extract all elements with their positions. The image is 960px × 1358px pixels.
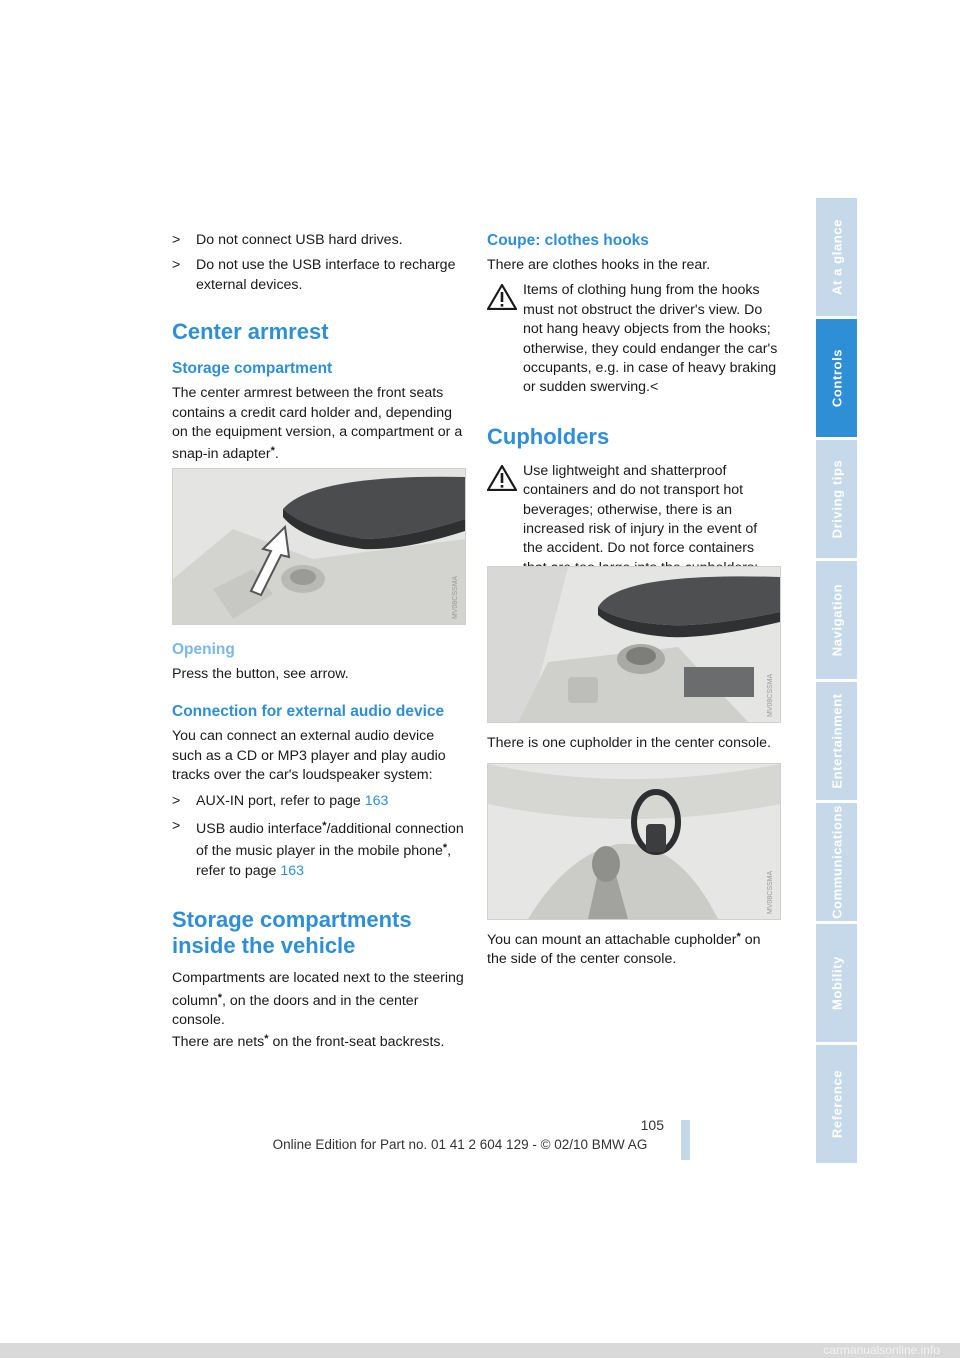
heading-cupholders: Cupholders [487,423,610,449]
left-column [172,231,464,471]
heading-storage-inside: Storage compartments inside the vehicle [172,907,412,959]
inside-paragraph: Compartments are located next to the steering column*, on the doors and in the center console. [172,970,464,1029]
storage-paragraph: The center armrest between the front seats contains a credit card holder and, depending on the equipment version, a compartment or a snap-in adapter*. [172,385,463,463]
list-item: > Do not use the USB interface to recharge external devices. [172,257,456,293]
tab-driving-tips[interactable]: Driving tips [816,440,857,558]
heading-clothes-hooks: Coupe: clothes hooks [487,232,649,249]
tab-reference[interactable]: Reference [816,1045,857,1163]
warning-icon [487,465,517,491]
page-link[interactable]: 163 [364,792,389,809]
optional-star: * [322,820,327,833]
list-item: > Do not connect USB hard drives. [172,232,403,248]
heading-center-armrest: Center armrest [172,319,329,345]
list-item: > AUX-IN port, refer to page 163 [172,792,389,809]
footer-text: Online Edition for Part no. 01 41 2 604 129 - © 02/10 BMW AG [272,1137,648,1152]
tab-at-a-glance[interactable]: At a glance [816,198,857,316]
watermark-bar [0,1343,960,1358]
optional-star: * [442,842,448,855]
section-tabs [816,198,857,1166]
heading-connection: Connection for external audio device [172,703,445,721]
hooks-paragraph: There are clothes hooks in the rear. [487,257,711,273]
tab-controls[interactable]: Controls [816,319,857,437]
page-link[interactable]: 163 [280,862,305,879]
optional-star: * [217,991,223,1004]
cup-warning: Use lightweight and shatterproof containers and do not transport hot beverages; otherwise, there is an increased risk of injury in the event of the accident. Do not force containers [487,462,779,598]
cupholder-paragraph: There is one cupholder in the center console. [487,735,771,751]
heading-opening: Opening [172,641,235,658]
tab-mobility[interactable]: Mobility [816,924,857,1042]
right-column-lower [487,928,779,976]
warning-icon [487,284,517,310]
right-column-mid [487,734,779,759]
page-number: 105 [640,1117,664,1133]
attachable-cupholder-photo [487,763,781,920]
svg-text:MV08CSSMA: MV08CSSMA [767,673,774,717]
page-marker [681,1120,690,1160]
optional-star: * [736,931,741,943]
svg-text:MV08CSSMA: MV08CSSMA [452,575,459,619]
optional-star: * [270,445,275,458]
left-column-lower [172,640,464,1059]
attachable-paragraph: You can mount an attachable cupholder* on the side of the center console. [487,931,761,968]
nets-paragraph: There are nets* on the front-seat backrests. [172,1033,445,1051]
tab-communications[interactable]: Communications [816,803,857,921]
heading-storage-compartment: Storage compartment [172,360,333,378]
optional-star: * [264,1033,269,1046]
watermark-text: carmanualsonline.info [823,1343,940,1357]
connection-paragraph: You can connect an external audio device such as a CD or MP3 player and play audio tracks over the car's loudspeaker system: [172,728,446,784]
right-column [487,231,779,598]
opening-paragraph: Press the button, see arrow. [172,666,349,682]
hooks-warning: Items of clothing hung from the hooks must not obstruct the driver's view. Do not hang heavy objects from the hooks; otherwise, they could endanger the car's occupants, e.g. in case of heavy braking or sudden swerving.< [487,281,779,397]
center-console-photo [487,566,781,723]
svg-text:MV08CSSMA: MV08CSSMA [767,870,774,914]
armrest-photo [172,468,466,625]
tab-navigation[interactable]: Navigation [816,561,857,679]
list-item: > USB audio interface*/additional connection of the music player in the mobile phone*, refer to page 163 [172,818,464,879]
tab-entertainment[interactable]: Entertainment [816,682,857,800]
